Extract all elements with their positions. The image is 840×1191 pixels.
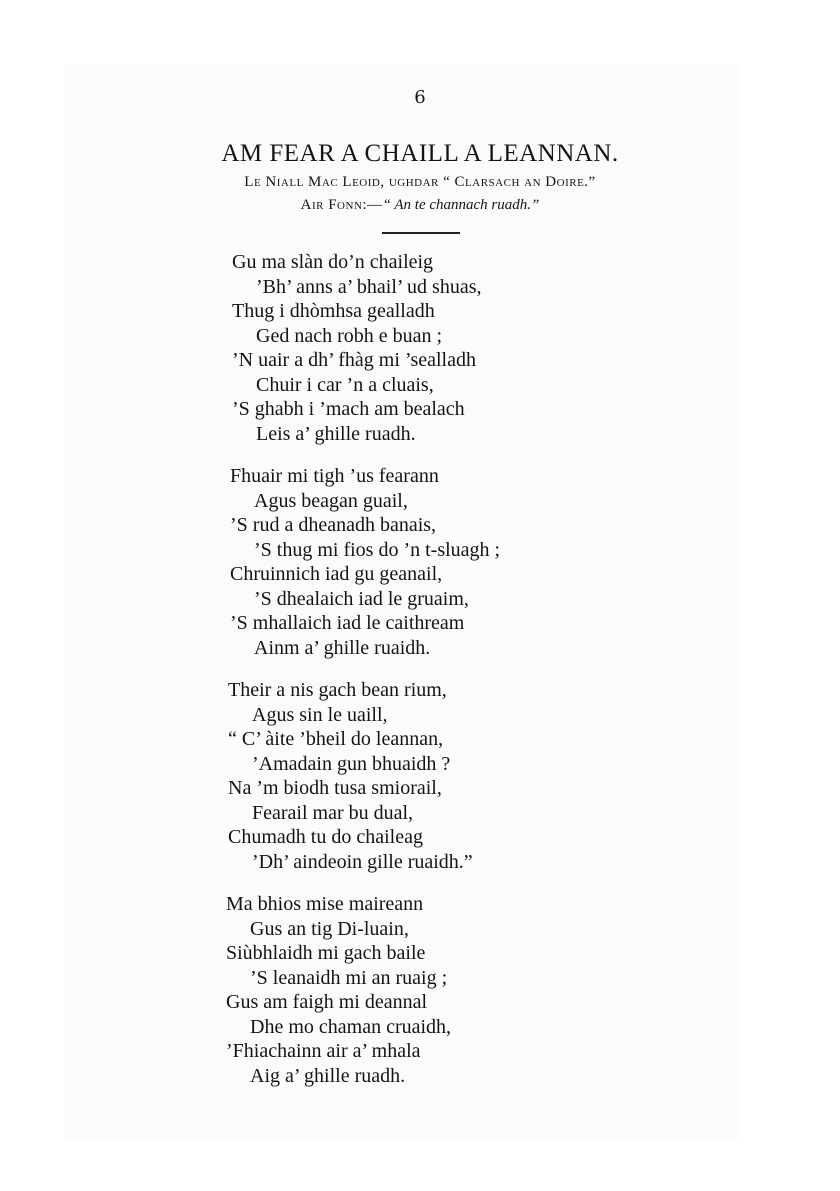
page-number: 6: [414, 87, 426, 108]
verse-line: ’Fhiachainn air a’ mhala: [226, 1040, 421, 1062]
verse-line: Gu ma slàn do’n chaileig: [232, 251, 434, 273]
verse-line: Dhe mo chaman cruaidh,: [250, 1015, 452, 1038]
verse-line: Na ’m biodh tusa smiorail,: [228, 777, 442, 799]
tune-label: Air Fonn:—: [300, 197, 383, 213]
author-byline: Le Niall Mac Leoid, ughdar “ Clarsach an Doire.”: [244, 174, 596, 190]
verse-line: Ged nach robh e buan ;: [256, 324, 443, 347]
verse-line: Gus am faigh mi deannal: [226, 991, 428, 1013]
verse-line: Fhuair mi tigh ’us fearann: [230, 465, 439, 487]
verse-line: Siùbhlaidh mi gach baile: [226, 942, 426, 964]
verse-line: ’Dh’ aindeoin gille ruaidh.”: [252, 850, 473, 873]
stanza-1: [232, 250, 482, 446]
verse-line: “ C’ àite ’bheil do leannan,: [228, 728, 444, 750]
verse-line: ’S ghabh i ’mach am bealach: [232, 398, 465, 420]
verse-line: ’S dhealaich iad le gruaim,: [254, 587, 469, 610]
stanza-4: [226, 892, 451, 1088]
verse-line: Leis a’ ghille ruadh.: [256, 422, 416, 445]
verse-line: ’N uair a dh’ fhàg mi ’sealladh: [232, 349, 476, 371]
stanza-2: [230, 464, 500, 660]
verse-line: Aig a’ ghille ruadh.: [250, 1064, 406, 1087]
tune-line: [0, 196, 840, 214]
title-divider: [382, 232, 460, 234]
verse-line: Fearail mar bu dual,: [252, 801, 414, 824]
verse-line: ’Bh’ anns a’ bhail’ ud shuas,: [256, 275, 482, 298]
verse-line: Thug i dhòmhsa gealladh: [232, 300, 435, 322]
verse-line: Gus an tig Di-luain,: [250, 917, 409, 940]
verse-line: ’S rud a dheanadh banais,: [230, 514, 437, 536]
poem-title: AM FEAR A CHAILL A LEANNAN.: [221, 140, 619, 167]
verse-line: ’S thug mi fios do ’n t-sluagh ;: [254, 538, 501, 561]
verse-line: Ma bhios mise maireann: [226, 893, 424, 915]
stanza-3: [228, 678, 473, 874]
verse-line: Their a nis gach bean rium,: [228, 679, 447, 701]
verse-line: ’S mhallaich iad le caithream: [230, 612, 465, 634]
verse-line: ’Amadain gun bhuaidh ?: [252, 752, 451, 775]
verse-line: Agus beagan guail,: [254, 489, 408, 512]
verse-line: Chruinnich iad gu geanail,: [230, 563, 443, 585]
verse-line: Agus sin le uaill,: [252, 703, 388, 726]
tune-name: “ An te channach ruadh.”: [382, 197, 540, 213]
verse-line: Chuir i car ’n a cluais,: [256, 373, 434, 396]
verse-line: Chumadh tu do chaileag: [228, 826, 423, 848]
verse-line: ’S leanaidh mi an ruaig ;: [250, 966, 448, 989]
verse-line: Ainm a’ ghille ruaidh.: [254, 636, 431, 659]
